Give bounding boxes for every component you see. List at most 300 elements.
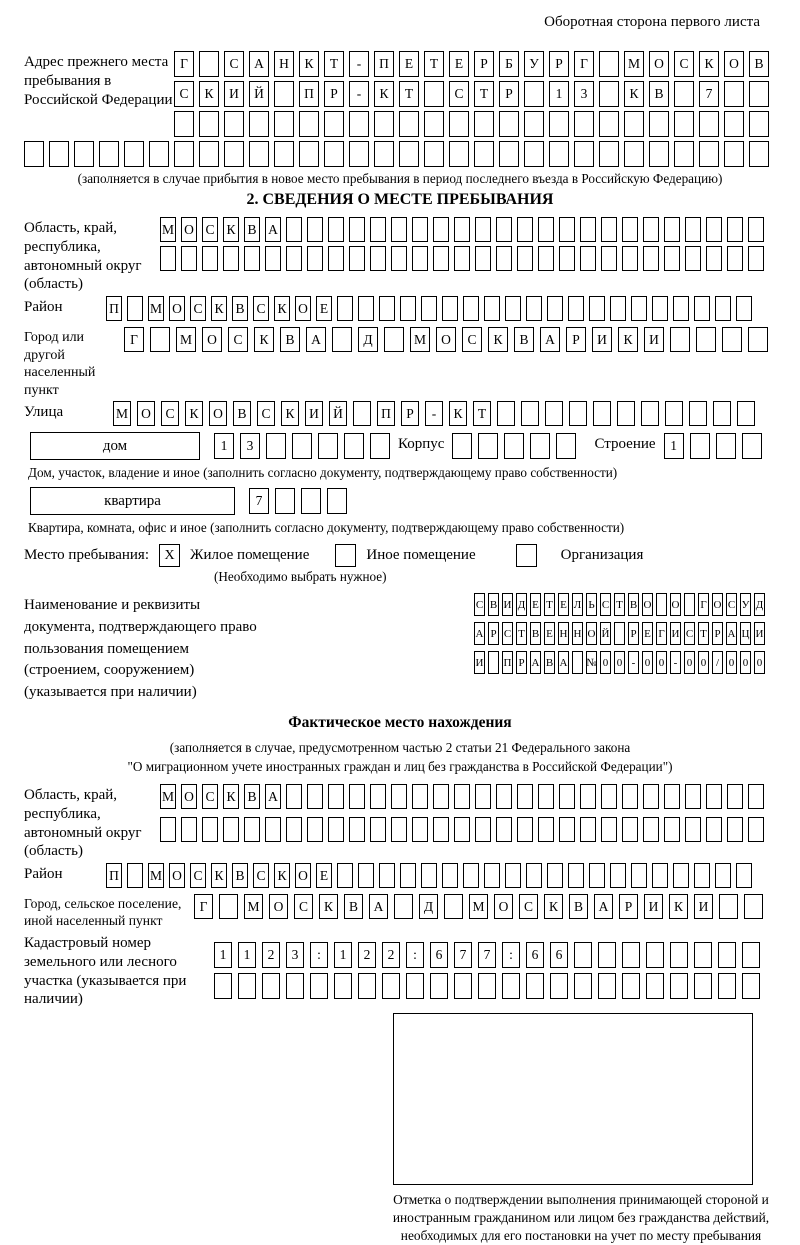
char-cell[interactable]: [614, 622, 625, 645]
char-cell[interactable]: [286, 217, 302, 242]
char-cell[interactable]: [499, 141, 519, 167]
char-cell[interactable]: С: [726, 593, 737, 616]
char-cell[interactable]: [670, 942, 688, 968]
char-cell[interactable]: О: [169, 863, 185, 888]
char-cell[interactable]: [716, 433, 736, 459]
char-cell[interactable]: О: [209, 401, 227, 426]
char-cell[interactable]: О: [670, 593, 681, 616]
char-cell[interactable]: Р: [488, 622, 499, 645]
char-cell[interactable]: [706, 817, 722, 842]
char-cell[interactable]: [223, 246, 239, 271]
char-cell[interactable]: [727, 784, 743, 809]
char-cell[interactable]: [547, 863, 563, 888]
char-cell[interactable]: И: [224, 81, 244, 107]
checkbox-other-premises[interactable]: [335, 544, 356, 567]
char-cell[interactable]: Ь: [586, 593, 597, 616]
char-cell[interactable]: [421, 296, 437, 321]
char-cell[interactable]: [310, 973, 328, 999]
char-cell[interactable]: [538, 817, 554, 842]
char-cell[interactable]: У: [740, 593, 751, 616]
char-cell[interactable]: [496, 817, 512, 842]
char-cell[interactable]: [674, 111, 694, 137]
char-cell[interactable]: Е: [449, 51, 469, 77]
char-cell[interactable]: О: [436, 327, 456, 352]
char-cell[interactable]: [670, 973, 688, 999]
char-cell[interactable]: С: [190, 863, 206, 888]
char-cell[interactable]: К: [488, 327, 508, 352]
char-cell[interactable]: [454, 817, 470, 842]
char-cell[interactable]: [622, 942, 640, 968]
char-cell[interactable]: [665, 401, 683, 426]
char-cell[interactable]: [328, 784, 344, 809]
char-cell[interactable]: [622, 217, 638, 242]
char-cell[interactable]: [454, 246, 470, 271]
char-cell[interactable]: [301, 488, 321, 514]
char-cell[interactable]: [505, 863, 521, 888]
char-cell[interactable]: В: [628, 593, 639, 616]
char-cell[interactable]: [574, 942, 592, 968]
char-cell[interactable]: [646, 973, 664, 999]
char-cell[interactable]: [559, 246, 575, 271]
char-cell[interactable]: [504, 433, 524, 459]
char-cell[interactable]: [718, 942, 736, 968]
char-cell[interactable]: М: [244, 894, 263, 919]
char-cell[interactable]: Г: [194, 894, 213, 919]
char-cell[interactable]: [449, 111, 469, 137]
char-cell[interactable]: [307, 246, 323, 271]
char-cell[interactable]: И: [670, 622, 681, 645]
char-cell[interactable]: [624, 111, 644, 137]
char-cell[interactable]: [530, 433, 550, 459]
char-cell[interactable]: [749, 111, 769, 137]
char-cell[interactable]: [344, 433, 364, 459]
char-cell[interactable]: [475, 246, 491, 271]
char-cell[interactable]: С: [449, 81, 469, 107]
char-cell[interactable]: С: [519, 894, 538, 919]
char-cell[interactable]: В: [232, 863, 248, 888]
char-cell[interactable]: 0: [698, 651, 709, 674]
char-cell[interactable]: [524, 81, 544, 107]
char-cell[interactable]: [589, 296, 605, 321]
char-cell[interactable]: [631, 863, 647, 888]
char-cell[interactable]: [442, 296, 458, 321]
char-cell[interactable]: [127, 296, 143, 321]
char-cell[interactable]: [394, 894, 413, 919]
char-cell[interactable]: С: [174, 81, 194, 107]
char-cell[interactable]: [622, 246, 638, 271]
char-cell[interactable]: [694, 863, 710, 888]
checkbox-organization[interactable]: [516, 544, 537, 567]
char-cell[interactable]: С: [294, 894, 313, 919]
char-cell[interactable]: [324, 111, 344, 137]
char-cell[interactable]: [715, 863, 731, 888]
char-cell[interactable]: [391, 784, 407, 809]
char-cell[interactable]: [574, 973, 592, 999]
char-cell[interactable]: А: [558, 651, 569, 674]
char-cell[interactable]: П: [106, 863, 122, 888]
char-cell[interactable]: К: [281, 401, 299, 426]
char-cell[interactable]: [649, 111, 669, 137]
char-cell[interactable]: [433, 246, 449, 271]
char-cell[interactable]: [433, 784, 449, 809]
char-cell[interactable]: [706, 784, 722, 809]
char-cell[interactable]: [424, 81, 444, 107]
char-cell[interactable]: [748, 246, 764, 271]
char-cell[interactable]: [181, 246, 197, 271]
char-cell[interactable]: [643, 217, 659, 242]
char-cell[interactable]: [742, 433, 762, 459]
char-cell[interactable]: [744, 894, 763, 919]
char-cell[interactable]: М: [469, 894, 488, 919]
char-cell[interactable]: Т: [473, 401, 491, 426]
char-cell[interactable]: Р: [474, 51, 494, 77]
char-cell[interactable]: О: [712, 593, 723, 616]
char-cell[interactable]: [617, 401, 635, 426]
char-cell[interactable]: [694, 296, 710, 321]
char-cell[interactable]: [517, 784, 533, 809]
char-cell[interactable]: С: [202, 784, 218, 809]
char-cell[interactable]: [442, 863, 458, 888]
char-cell[interactable]: [160, 817, 176, 842]
char-cell[interactable]: [249, 141, 269, 167]
char-cell[interactable]: Т: [399, 81, 419, 107]
char-cell[interactable]: 6: [526, 942, 544, 968]
char-cell[interactable]: М: [176, 327, 196, 352]
char-cell[interactable]: [748, 817, 764, 842]
char-cell[interactable]: О: [494, 894, 513, 919]
char-cell[interactable]: О: [649, 51, 669, 77]
char-cell[interactable]: [370, 784, 386, 809]
char-cell[interactable]: [478, 433, 498, 459]
char-cell[interactable]: [391, 217, 407, 242]
char-cell[interactable]: [307, 784, 323, 809]
char-cell[interactable]: [674, 81, 694, 107]
char-cell[interactable]: [598, 973, 616, 999]
char-cell[interactable]: М: [148, 296, 164, 321]
char-cell[interactable]: [685, 784, 701, 809]
char-cell[interactable]: [673, 296, 689, 321]
char-cell[interactable]: [601, 246, 617, 271]
char-cell[interactable]: [484, 863, 500, 888]
char-cell[interactable]: [149, 141, 169, 167]
char-cell[interactable]: [559, 817, 575, 842]
char-cell[interactable]: М: [410, 327, 430, 352]
checkbox-residential[interactable]: X: [159, 544, 180, 567]
char-cell[interactable]: В: [488, 593, 499, 616]
char-cell[interactable]: О: [137, 401, 155, 426]
char-cell[interactable]: А: [540, 327, 560, 352]
char-cell[interactable]: [424, 111, 444, 137]
char-cell[interactable]: [556, 433, 576, 459]
char-cell[interactable]: [643, 817, 659, 842]
char-cell[interactable]: [384, 327, 404, 352]
char-cell[interactable]: С: [253, 863, 269, 888]
char-cell[interactable]: В: [544, 651, 555, 674]
char-cell[interactable]: [181, 817, 197, 842]
char-cell[interactable]: [199, 111, 219, 137]
char-cell[interactable]: А: [474, 622, 485, 645]
char-cell[interactable]: [484, 296, 500, 321]
char-cell[interactable]: [299, 141, 319, 167]
char-cell[interactable]: О: [181, 784, 197, 809]
char-cell[interactable]: [593, 401, 611, 426]
char-cell[interactable]: Т: [324, 51, 344, 77]
char-cell[interactable]: С: [190, 296, 206, 321]
char-cell[interactable]: [580, 246, 596, 271]
char-cell[interactable]: [713, 401, 731, 426]
char-cell[interactable]: В: [232, 296, 248, 321]
char-cell[interactable]: В: [514, 327, 534, 352]
char-cell[interactable]: П: [106, 296, 122, 321]
char-cell[interactable]: О: [642, 593, 653, 616]
char-cell[interactable]: [244, 246, 260, 271]
char-cell[interactable]: [399, 111, 419, 137]
char-cell[interactable]: -: [425, 401, 443, 426]
char-cell[interactable]: [664, 784, 680, 809]
char-cell[interactable]: Л: [572, 593, 583, 616]
char-cell[interactable]: Т: [698, 622, 709, 645]
char-cell[interactable]: [598, 942, 616, 968]
char-cell[interactable]: [736, 296, 752, 321]
char-cell[interactable]: [399, 141, 419, 167]
char-cell[interactable]: [724, 111, 744, 137]
char-cell[interactable]: Р: [619, 894, 638, 919]
char-cell[interactable]: [538, 784, 554, 809]
char-cell[interactable]: Т: [614, 593, 625, 616]
char-cell[interactable]: [328, 246, 344, 271]
char-cell[interactable]: В: [569, 894, 588, 919]
char-cell[interactable]: [286, 817, 302, 842]
char-cell[interactable]: [496, 784, 512, 809]
char-cell[interactable]: [174, 111, 194, 137]
char-cell[interactable]: [370, 433, 390, 459]
char-cell[interactable]: [454, 784, 470, 809]
char-cell[interactable]: [748, 217, 764, 242]
char-cell[interactable]: -: [670, 651, 681, 674]
char-cell[interactable]: [538, 217, 554, 242]
char-cell[interactable]: Р: [566, 327, 586, 352]
char-cell[interactable]: [421, 863, 437, 888]
char-cell[interactable]: [722, 327, 742, 352]
char-cell[interactable]: О: [202, 327, 222, 352]
char-cell[interactable]: [526, 296, 542, 321]
char-cell[interactable]: [715, 296, 731, 321]
char-cell[interactable]: [517, 217, 533, 242]
char-cell[interactable]: [748, 784, 764, 809]
char-cell[interactable]: [412, 217, 428, 242]
char-cell[interactable]: [337, 863, 353, 888]
char-cell[interactable]: [727, 246, 743, 271]
char-cell[interactable]: [599, 111, 619, 137]
char-cell[interactable]: 1: [664, 433, 684, 459]
char-cell[interactable]: [724, 81, 744, 107]
char-cell[interactable]: [478, 973, 496, 999]
char-cell[interactable]: [328, 817, 344, 842]
char-cell[interactable]: [412, 784, 428, 809]
char-cell[interactable]: [670, 327, 690, 352]
char-cell[interactable]: [685, 246, 701, 271]
char-cell[interactable]: [274, 111, 294, 137]
char-cell[interactable]: С: [502, 622, 513, 645]
char-cell[interactable]: [99, 141, 119, 167]
char-cell[interactable]: Е: [642, 622, 653, 645]
char-cell[interactable]: [430, 973, 448, 999]
char-cell[interactable]: [334, 973, 352, 999]
char-cell[interactable]: [238, 973, 256, 999]
char-cell[interactable]: [601, 217, 617, 242]
char-cell[interactable]: Р: [712, 622, 723, 645]
char-cell[interactable]: В: [749, 51, 769, 77]
char-cell[interactable]: Е: [316, 296, 332, 321]
char-cell[interactable]: Н: [274, 51, 294, 77]
char-cell[interactable]: [307, 817, 323, 842]
char-cell[interactable]: 0: [684, 651, 695, 674]
char-cell[interactable]: Г: [656, 622, 667, 645]
char-cell[interactable]: К: [374, 81, 394, 107]
char-cell[interactable]: 7: [249, 488, 269, 514]
char-cell[interactable]: [699, 141, 719, 167]
char-cell[interactable]: В: [530, 622, 541, 645]
char-cell[interactable]: С: [253, 296, 269, 321]
char-cell[interactable]: [580, 217, 596, 242]
char-cell[interactable]: [265, 817, 281, 842]
char-cell[interactable]: О: [295, 863, 311, 888]
char-cell[interactable]: С: [228, 327, 248, 352]
char-cell[interactable]: Д: [516, 593, 527, 616]
char-cell[interactable]: 3: [574, 81, 594, 107]
char-cell[interactable]: М: [148, 863, 164, 888]
char-cell[interactable]: К: [199, 81, 219, 107]
char-cell[interactable]: [400, 296, 416, 321]
char-cell[interactable]: [559, 217, 575, 242]
char-cell[interactable]: Н: [572, 622, 583, 645]
char-cell[interactable]: /: [712, 651, 723, 674]
char-cell[interactable]: 0: [656, 651, 667, 674]
char-cell[interactable]: [521, 401, 539, 426]
char-cell[interactable]: [219, 894, 238, 919]
char-cell[interactable]: Д: [754, 593, 765, 616]
char-cell[interactable]: [307, 217, 323, 242]
char-cell[interactable]: К: [699, 51, 719, 77]
char-cell[interactable]: О: [586, 622, 597, 645]
char-cell[interactable]: Р: [549, 51, 569, 77]
char-cell[interactable]: 1: [334, 942, 352, 968]
char-cell[interactable]: [463, 863, 479, 888]
char-cell[interactable]: -: [349, 51, 369, 77]
char-cell[interactable]: -: [349, 81, 369, 107]
char-cell[interactable]: А: [530, 651, 541, 674]
char-cell[interactable]: №: [586, 651, 597, 674]
char-cell[interactable]: С: [674, 51, 694, 77]
char-cell[interactable]: 0: [754, 651, 765, 674]
char-cell[interactable]: М: [160, 784, 176, 809]
char-cell[interactable]: И: [644, 894, 663, 919]
char-cell[interactable]: [524, 111, 544, 137]
char-cell[interactable]: [475, 217, 491, 242]
char-cell[interactable]: [286, 973, 304, 999]
char-cell[interactable]: Г: [574, 51, 594, 77]
char-cell[interactable]: С: [257, 401, 275, 426]
char-cell[interactable]: [601, 817, 617, 842]
char-cell[interactable]: 0: [642, 651, 653, 674]
char-cell[interactable]: К: [299, 51, 319, 77]
char-cell[interactable]: В: [280, 327, 300, 352]
char-cell[interactable]: [690, 433, 710, 459]
char-cell[interactable]: 7: [454, 942, 472, 968]
char-cell[interactable]: [358, 863, 374, 888]
char-cell[interactable]: [727, 817, 743, 842]
char-cell[interactable]: [673, 863, 689, 888]
char-cell[interactable]: Ц: [740, 622, 751, 645]
char-cell[interactable]: [664, 217, 680, 242]
char-cell[interactable]: В: [244, 784, 260, 809]
char-cell[interactable]: [202, 817, 218, 842]
char-cell[interactable]: [262, 973, 280, 999]
char-cell[interactable]: С: [600, 593, 611, 616]
char-cell[interactable]: [349, 217, 365, 242]
char-cell[interactable]: [475, 784, 491, 809]
char-cell[interactable]: [474, 141, 494, 167]
char-cell[interactable]: [328, 217, 344, 242]
char-cell[interactable]: [244, 817, 260, 842]
char-cell[interactable]: М: [160, 217, 176, 242]
char-cell[interactable]: Р: [401, 401, 419, 426]
char-cell[interactable]: [694, 942, 712, 968]
char-cell[interactable]: [736, 863, 752, 888]
char-cell[interactable]: [622, 817, 638, 842]
char-cell[interactable]: П: [374, 51, 394, 77]
char-cell[interactable]: [699, 111, 719, 137]
char-cell[interactable]: С: [684, 622, 695, 645]
char-cell[interactable]: А: [369, 894, 388, 919]
char-cell[interactable]: [433, 817, 449, 842]
char-cell[interactable]: И: [502, 593, 513, 616]
char-cell[interactable]: 6: [550, 942, 568, 968]
char-cell[interactable]: К: [185, 401, 203, 426]
char-cell[interactable]: Д: [419, 894, 438, 919]
char-cell[interactable]: 2: [382, 942, 400, 968]
char-cell[interactable]: [631, 296, 647, 321]
char-cell[interactable]: [622, 973, 640, 999]
char-cell[interactable]: [265, 246, 281, 271]
char-cell[interactable]: [358, 296, 374, 321]
char-cell[interactable]: А: [249, 51, 269, 77]
char-cell[interactable]: [332, 327, 352, 352]
char-cell[interactable]: [24, 141, 44, 167]
char-cell[interactable]: К: [211, 863, 227, 888]
char-cell[interactable]: [412, 246, 428, 271]
char-cell[interactable]: 2: [262, 942, 280, 968]
char-cell[interactable]: [299, 111, 319, 137]
char-cell[interactable]: [568, 863, 584, 888]
char-cell[interactable]: [550, 973, 568, 999]
char-cell[interactable]: [569, 401, 587, 426]
char-cell[interactable]: [748, 327, 768, 352]
char-cell[interactable]: [706, 246, 722, 271]
char-cell[interactable]: [49, 141, 69, 167]
char-cell[interactable]: П: [502, 651, 513, 674]
char-cell[interactable]: К: [274, 296, 290, 321]
char-cell[interactable]: [568, 296, 584, 321]
char-cell[interactable]: И: [592, 327, 612, 352]
char-cell[interactable]: [150, 327, 170, 352]
char-cell[interactable]: К: [669, 894, 688, 919]
char-cell[interactable]: [517, 817, 533, 842]
char-cell[interactable]: [214, 973, 232, 999]
char-cell[interactable]: [124, 141, 144, 167]
char-cell[interactable]: К: [544, 894, 563, 919]
char-cell[interactable]: [749, 141, 769, 167]
